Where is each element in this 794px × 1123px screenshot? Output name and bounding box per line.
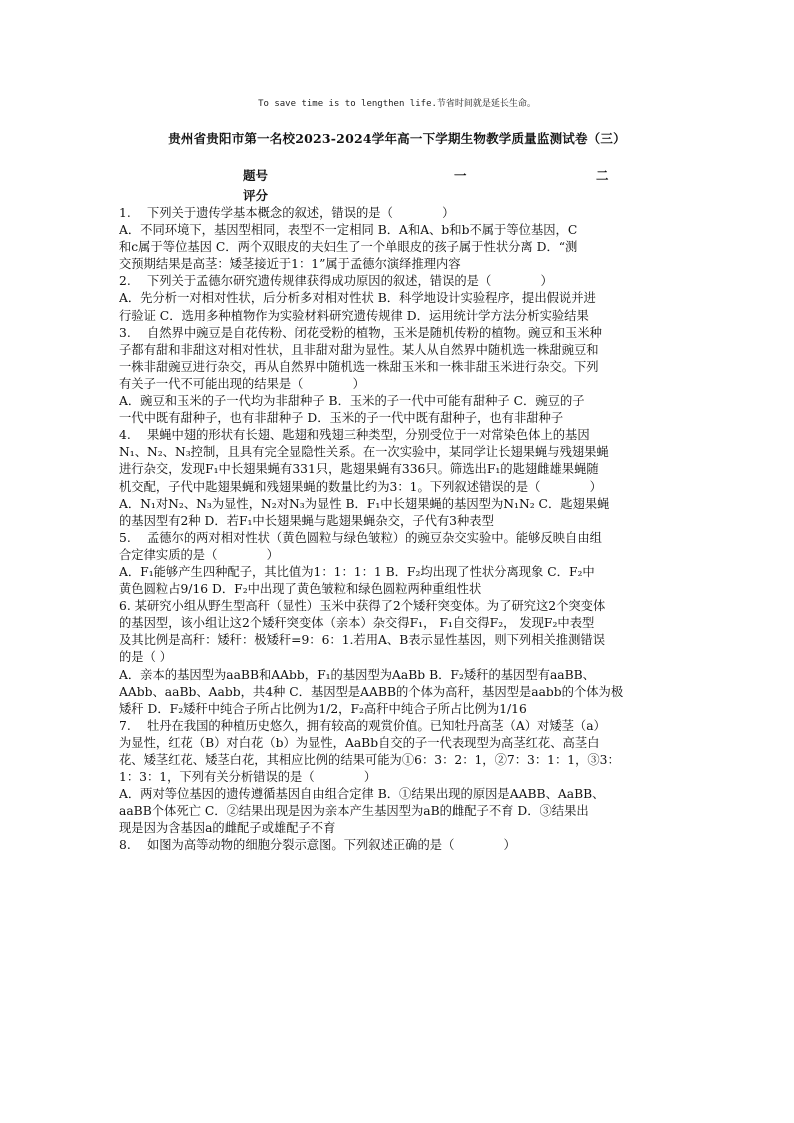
score-table-column-one: 一 (454, 168, 467, 183)
question-line: 行验证 C．选用多种植物作为实验材料研究遗传规律 D．运用统计学方法分析实验结果 (119, 308, 589, 323)
score-table-question-label: 题号 (243, 168, 269, 183)
question-line: 1. 下列关于遗传学基本概念的叙述，错误的是（ ） (119, 206, 455, 220)
question-line: A．豌豆和玉米的子一代均为非甜种子 B．玉米的子一代中可能有甜种子 C．豌豆的子 (119, 394, 585, 409)
question-5 (119, 530, 675, 598)
question-line: 的基因型有2种 D．若F₁中长翅果蝇与匙翅果蝇杂交，子代有3种表型 (119, 513, 494, 528)
question-line: 机交配，子代中匙翅果蝇和残翅果蝇的数量比约为3：1。下列叙述错误的是（ ） (119, 479, 602, 494)
question-line: 和c属于等位基因 C．两个双眼皮的夫妇生了一个单眼皮的孩子属于性状分离 D．“测 (119, 240, 578, 255)
question-line: 一株非甜豌豆进行杂交，再从自然界中随机选一株甜玉米和一株非甜玉米进行杂交。下列 (119, 359, 599, 374)
question-line: A．两对等位基因的遗传遵循基因自由组合定律 B．①结果出现的原因是AABB、AaBB、 (119, 787, 605, 802)
question-line: 黄色圆粒占9/16 D．F₂中出现了黄色皱粒和绿色圆粒两种重组性状 (119, 582, 482, 597)
question-line: 6. 某研究小组从野生型高秆（显性）玉米中获得了2个矮秆突变体。为了研究这2个突变体 (119, 599, 606, 614)
question-line: 进行杂交，发现F₁中长翅果蝇有331只，匙翅果蝇有336只。筛选出F₁的匙翅雌雄果蝇随 (119, 462, 599, 477)
question-line: A．不同环境下，基因型相同，表型不一定相同 B．A和A、b和b不属于等位基因，C (119, 223, 578, 238)
question-line: A．亲本的基因型为aaBB和AAbb，F₁的基因型为AaBb B．F₂矮秆的基因型有aaBB、 (119, 667, 595, 682)
question-2 (119, 273, 675, 324)
question-line: 花、矮茎红花、矮茎白花，其相应比例的结果可能为①6：3：2：1，②7：3：1：1，③3： (119, 753, 620, 767)
question-line: 子都有甜和非甜这对相对性状，且非甜对甜为显性。某人从自然界中随机选一株甜豌豆和 (119, 342, 599, 357)
header-motto: To save time is to lengthen life.节省时间就是延长生命。 (258, 99, 536, 109)
page-title: 贵州省贵阳市第一名校2023-2024学年高一下学期生物教学质量监测试卷（三） (168, 131, 626, 146)
question-8 (119, 837, 675, 854)
question-7 (119, 718, 675, 838)
question-line: 交预期结果是高茎：矮茎接近于1：1”属于孟德尔演绎推理内容 (119, 257, 461, 272)
question-line: 一代中既有甜种子，也有非甜种子 D．玉米的子一代中既有甜种子，也有非甜种子 (119, 411, 564, 426)
question-3 (119, 325, 675, 428)
question-line: 2. 下列关于孟德尔研究遗传规律获得成功原因的叙述，错误的是（ ） (119, 274, 553, 289)
question-1 (119, 205, 675, 273)
question-line: 3. 自然界中豌豆是自花传粉、闭花受粉的植物，玉米是随机传粉的植物。豌豆和玉米种 (119, 325, 602, 340)
question-line: 4. 果蝇中翅的形状有长翅、匙翅和残翅三种类型，分别受位于一对常染色体上的基因 (119, 428, 590, 443)
question-line: 合定律实质的是（ ） (119, 547, 279, 562)
question-4 (119, 427, 675, 530)
question-line: 现是因为含基因a的雌配子或雄配子不育 (119, 821, 336, 836)
score-table (0, 164, 794, 204)
question-line: AAbb、aaBb、Aabb，共4种 C．基因型是AABB的个体为高秆，基因型是aabb的个体为极 (119, 684, 624, 699)
question-line: 7. 牡丹在我国的种植历史悠久，拥有较高的观赏价值。已知牡丹高茎（A）对矮茎（a） (119, 718, 606, 733)
question-line: 及其比例是高秆：矮秆：极矮秆=9：6：1.若用A、B表示显性基因，则下列相关推测错误 (119, 633, 605, 648)
question-line: A．F₁能够产生四种配子，其比值为1：1：1：1 B．F₂均出现了性状分离现象 C．F₂中 (119, 564, 595, 579)
question-line: 为显性，红花（B）对白花（b）为显性，AaBb自交的子一代表现型为高茎红花、高茎白 (119, 735, 600, 750)
question-line: 有关子一代不可能出现的结果是（ ） (119, 376, 365, 391)
question-line: 1：3：1，下列有关分析错误的是（ ） (119, 770, 377, 785)
score-table-column-two: 二 (596, 168, 609, 183)
question-line: 8. 如图为高等动物的细胞分裂示意图。下列叙述正确的是（ ） (119, 838, 516, 853)
question-line: N₁、N₂、N₃控制，且具有完全显隐性关系。在一次实验中，某同学让长翅果蝇与残翅果蝇 (119, 445, 609, 460)
question-list (119, 205, 675, 855)
question-line: 的是（ ） (119, 650, 173, 665)
question-line: 的基因型，该小组让这2个矮秆突变体（亲本）杂交得F₁， F₁自交得F₂， 发现F₂中表型 (119, 616, 595, 631)
question-line: 5. 孟德尔的两对相对性状（黄色圆粒与绿色皱粒）的豌豆杂交实验中。能够反映自由组 (119, 530, 602, 545)
question-line: A．先分析一对相对性状，后分析多对相对性状 B．科学地设计实验程序，提出假说并进 (119, 291, 596, 306)
question-line: aaBB个体死亡 C．②结果出现是因为亲本产生基因型为aB的雌配子不育 D．③结果出 (119, 804, 589, 819)
question-6 (119, 598, 675, 718)
question-line: A．N₁对N₂、N₃为显性，N₂对N₃为显性 B．F₁中长翅果蝇的基因型为N₁N₂ C．匙翅果蝇 (119, 496, 610, 511)
question-line: 矮秆 D．F₂矮秆中纯合子所占比例为1/2，F₂高秆中纯合子所占比例为1/16 (119, 701, 527, 716)
score-table-score-label: 评分 (243, 188, 269, 203)
